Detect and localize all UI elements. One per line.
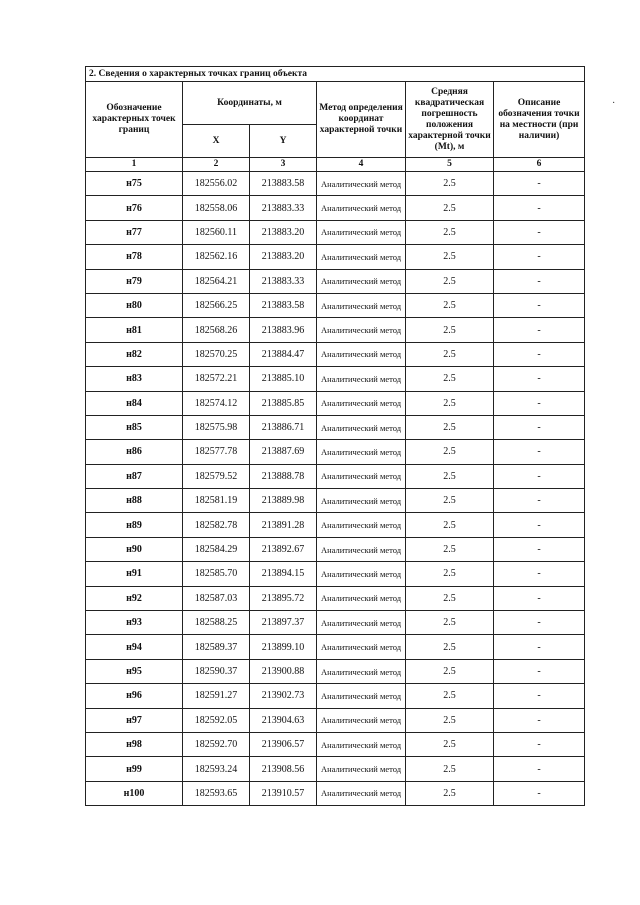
coord-y-cell: 213886.71 (250, 415, 317, 439)
coord-x-cell: 182570.25 (183, 342, 250, 366)
point-name-cell: н98 (86, 732, 183, 756)
method-cell: Аналитический метод (317, 708, 406, 732)
coord-x-cell: 182572.21 (183, 367, 250, 391)
accuracy-cell: 2.5 (406, 562, 494, 586)
description-cell: - (494, 586, 585, 610)
table-row (86, 196, 585, 220)
coord-x-cell: 182588.25 (183, 611, 250, 635)
table-row (86, 464, 585, 488)
table-row (86, 708, 585, 732)
method-cell: Аналитический метод (317, 611, 406, 635)
description-cell: - (494, 318, 585, 342)
table-row (86, 342, 585, 366)
coord-y-cell: 213894.15 (250, 562, 317, 586)
point-name-cell: н91 (86, 562, 183, 586)
coord-x-cell: 182584.29 (183, 537, 250, 561)
table-row (86, 635, 585, 659)
header-designation: Обозначение характерных точек границ (86, 82, 183, 158)
method-cell: Аналитический метод (317, 489, 406, 513)
method-cell: Аналитический метод (317, 415, 406, 439)
accuracy-cell: 2.5 (406, 781, 494, 805)
method-cell: Аналитический метод (317, 318, 406, 342)
description-cell: - (494, 611, 585, 635)
method-cell: Аналитический метод (317, 537, 406, 561)
coord-x-cell: 182590.37 (183, 659, 250, 683)
point-name-cell: н81 (86, 318, 183, 342)
accuracy-cell: 2.5 (406, 172, 494, 196)
coord-y-cell: 213908.56 (250, 757, 317, 781)
table-row (86, 513, 585, 537)
table-row (86, 440, 585, 464)
coord-x-cell: 182592.05 (183, 708, 250, 732)
table-row (86, 415, 585, 439)
accuracy-cell: 2.5 (406, 464, 494, 488)
coord-y-cell: 213891.28 (250, 513, 317, 537)
coord-x-cell: 182589.37 (183, 635, 250, 659)
description-cell: - (494, 708, 585, 732)
coord-x-cell: 182574.12 (183, 391, 250, 415)
accuracy-cell: 2.5 (406, 611, 494, 635)
method-cell: Аналитический метод (317, 464, 406, 488)
point-name-cell: н83 (86, 367, 183, 391)
point-name-cell: н92 (86, 586, 183, 610)
coord-y-cell: 213884.47 (250, 342, 317, 366)
header-accuracy: Средняя квадратическая погрешность положения характерной точки (Mt), м (406, 82, 494, 158)
column-number: 6 (494, 158, 585, 172)
coord-y-cell: 213892.67 (250, 537, 317, 561)
coord-x-cell: 182562.16 (183, 245, 250, 269)
accuracy-cell: 2.5 (406, 293, 494, 317)
coord-y-cell: 213897.37 (250, 611, 317, 635)
point-name-cell: н84 (86, 391, 183, 415)
description-cell: - (494, 659, 585, 683)
point-name-cell: н82 (86, 342, 183, 366)
coord-x-cell: 182585.70 (183, 562, 250, 586)
table-row (86, 732, 585, 756)
description-cell: - (494, 684, 585, 708)
method-cell: Аналитический метод (317, 562, 406, 586)
accuracy-cell: 2.5 (406, 440, 494, 464)
description-cell: - (494, 635, 585, 659)
description-cell: - (494, 513, 585, 537)
method-cell: Аналитический метод (317, 172, 406, 196)
point-name-cell: н86 (86, 440, 183, 464)
method-cell: Аналитический метод (317, 269, 406, 293)
coord-y-cell: 213883.96 (250, 318, 317, 342)
description-cell: - (494, 245, 585, 269)
accuracy-cell: 2.5 (406, 220, 494, 244)
method-cell: Аналитический метод (317, 513, 406, 537)
method-cell: Аналитический метод (317, 757, 406, 781)
table-row (86, 611, 585, 635)
description-cell: - (494, 562, 585, 586)
table-row (86, 318, 585, 342)
table-row (86, 562, 585, 586)
coord-y-cell: 213889.98 (250, 489, 317, 513)
coord-y-cell: 213885.85 (250, 391, 317, 415)
point-name-cell: н99 (86, 757, 183, 781)
margin-dot: · (612, 98, 616, 109)
column-number: 3 (250, 158, 317, 172)
point-name-cell: н100 (86, 781, 183, 805)
description-cell: - (494, 757, 585, 781)
accuracy-cell: 2.5 (406, 318, 494, 342)
accuracy-cell: 2.5 (406, 586, 494, 610)
accuracy-cell: 2.5 (406, 245, 494, 269)
method-cell: Аналитический метод (317, 293, 406, 317)
point-name-cell: н85 (86, 415, 183, 439)
point-name-cell: н79 (86, 269, 183, 293)
coord-y-cell: 213910.57 (250, 781, 317, 805)
coord-y-cell: 213883.20 (250, 220, 317, 244)
accuracy-cell: 2.5 (406, 757, 494, 781)
header-description: Описание обозначения точки на местности (при наличии) (494, 82, 585, 158)
coord-x-cell: 182560.11 (183, 220, 250, 244)
section-title: 2. Сведения о характерных точках границ объекта (86, 67, 585, 82)
coord-y-cell: 213904.63 (250, 708, 317, 732)
method-cell: Аналитический метод (317, 220, 406, 244)
accuracy-cell: 2.5 (406, 269, 494, 293)
coord-y-cell: 213902.73 (250, 684, 317, 708)
point-name-cell: н93 (86, 611, 183, 635)
point-name-cell: н96 (86, 684, 183, 708)
description-cell: - (494, 464, 585, 488)
coord-y-cell: 213895.72 (250, 586, 317, 610)
description-cell: - (494, 367, 585, 391)
description-cell: - (494, 732, 585, 756)
method-cell: Аналитический метод (317, 586, 406, 610)
coord-y-cell: 213899.10 (250, 635, 317, 659)
table-row (86, 367, 585, 391)
coord-y-cell: 213906.57 (250, 732, 317, 756)
point-name-cell: н89 (86, 513, 183, 537)
coord-y-cell: 213883.20 (250, 245, 317, 269)
coord-y-cell: 213883.58 (250, 293, 317, 317)
accuracy-cell: 2.5 (406, 196, 494, 220)
coord-x-cell: 182556.02 (183, 172, 250, 196)
coord-y-cell: 213900.88 (250, 659, 317, 683)
method-cell: Аналитический метод (317, 635, 406, 659)
description-cell: - (494, 415, 585, 439)
description-cell: - (494, 440, 585, 464)
coord-y-cell: 213887.69 (250, 440, 317, 464)
coord-x-cell: 182577.78 (183, 440, 250, 464)
accuracy-cell: 2.5 (406, 708, 494, 732)
description-cell: - (494, 172, 585, 196)
method-cell: Аналитический метод (317, 367, 406, 391)
table-row (86, 537, 585, 561)
table-row (86, 172, 585, 196)
description-cell: - (494, 537, 585, 561)
coord-x-cell: 182593.65 (183, 781, 250, 805)
description-cell: - (494, 489, 585, 513)
coord-x-cell: 182581.19 (183, 489, 250, 513)
column-number: 1 (86, 158, 183, 172)
point-name-cell: н88 (86, 489, 183, 513)
header-x: X (183, 125, 250, 158)
coord-x-cell: 182579.52 (183, 464, 250, 488)
accuracy-cell: 2.5 (406, 342, 494, 366)
table-row (86, 220, 585, 244)
accuracy-cell: 2.5 (406, 635, 494, 659)
description-cell: - (494, 196, 585, 220)
method-cell: Аналитический метод (317, 659, 406, 683)
coord-x-cell: 182582.78 (183, 513, 250, 537)
point-name-cell: н78 (86, 245, 183, 269)
coord-x-cell: 182568.26 (183, 318, 250, 342)
accuracy-cell: 2.5 (406, 391, 494, 415)
accuracy-cell: 2.5 (406, 367, 494, 391)
method-cell: Аналитический метод (317, 391, 406, 415)
point-name-cell: н87 (86, 464, 183, 488)
method-cell: Аналитический метод (317, 684, 406, 708)
column-number: 2 (183, 158, 250, 172)
coord-y-cell: 213883.58 (250, 172, 317, 196)
description-cell: - (494, 220, 585, 244)
accuracy-cell: 2.5 (406, 513, 494, 537)
coord-x-cell: 182587.03 (183, 586, 250, 610)
point-name-cell: н75 (86, 172, 183, 196)
header-coordinates: Координаты, м (183, 82, 317, 125)
table-row (86, 269, 585, 293)
coord-x-cell: 182591.27 (183, 684, 250, 708)
column-number: 4 (317, 158, 406, 172)
method-cell: Аналитический метод (317, 342, 406, 366)
point-name-cell: н95 (86, 659, 183, 683)
point-name-cell: н94 (86, 635, 183, 659)
coord-x-cell: 182592.70 (183, 732, 250, 756)
point-name-cell: н97 (86, 708, 183, 732)
accuracy-cell: 2.5 (406, 684, 494, 708)
description-cell: - (494, 269, 585, 293)
table-row (86, 489, 585, 513)
table-row (86, 586, 585, 610)
boundary-points-table (85, 66, 585, 806)
coord-x-cell: 182564.21 (183, 269, 250, 293)
accuracy-cell: 2.5 (406, 489, 494, 513)
table-row (86, 245, 585, 269)
coord-y-cell: 213883.33 (250, 269, 317, 293)
table-row (86, 757, 585, 781)
method-cell: Аналитический метод (317, 440, 406, 464)
point-name-cell: н77 (86, 220, 183, 244)
coord-y-cell: 213888.78 (250, 464, 317, 488)
accuracy-cell: 2.5 (406, 659, 494, 683)
header-y: Y (250, 125, 317, 158)
table-row (86, 659, 585, 683)
method-cell: Аналитический метод (317, 245, 406, 269)
method-cell: Аналитический метод (317, 732, 406, 756)
point-name-cell: н76 (86, 196, 183, 220)
point-name-cell: н90 (86, 537, 183, 561)
method-cell: Аналитический метод (317, 196, 406, 220)
table-row (86, 781, 585, 805)
table-row (86, 684, 585, 708)
header-method: Метод определения координат характерной точки (317, 82, 406, 158)
accuracy-cell: 2.5 (406, 537, 494, 561)
description-cell: - (494, 342, 585, 366)
coord-x-cell: 182566.25 (183, 293, 250, 317)
table-row (86, 391, 585, 415)
column-number: 5 (406, 158, 494, 172)
accuracy-cell: 2.5 (406, 415, 494, 439)
coord-y-cell: 213883.33 (250, 196, 317, 220)
coord-x-cell: 182575.98 (183, 415, 250, 439)
description-cell: - (494, 293, 585, 317)
section-title-row (86, 67, 585, 82)
method-cell: Аналитический метод (317, 781, 406, 805)
header-row-1 (86, 82, 585, 125)
description-cell: - (494, 781, 585, 805)
coord-x-cell: 182593.24 (183, 757, 250, 781)
coord-y-cell: 213885.10 (250, 367, 317, 391)
table-row (86, 293, 585, 317)
accuracy-cell: 2.5 (406, 732, 494, 756)
coord-x-cell: 182558.06 (183, 196, 250, 220)
column-number-row (86, 158, 585, 172)
description-cell: - (494, 391, 585, 415)
point-name-cell: н80 (86, 293, 183, 317)
